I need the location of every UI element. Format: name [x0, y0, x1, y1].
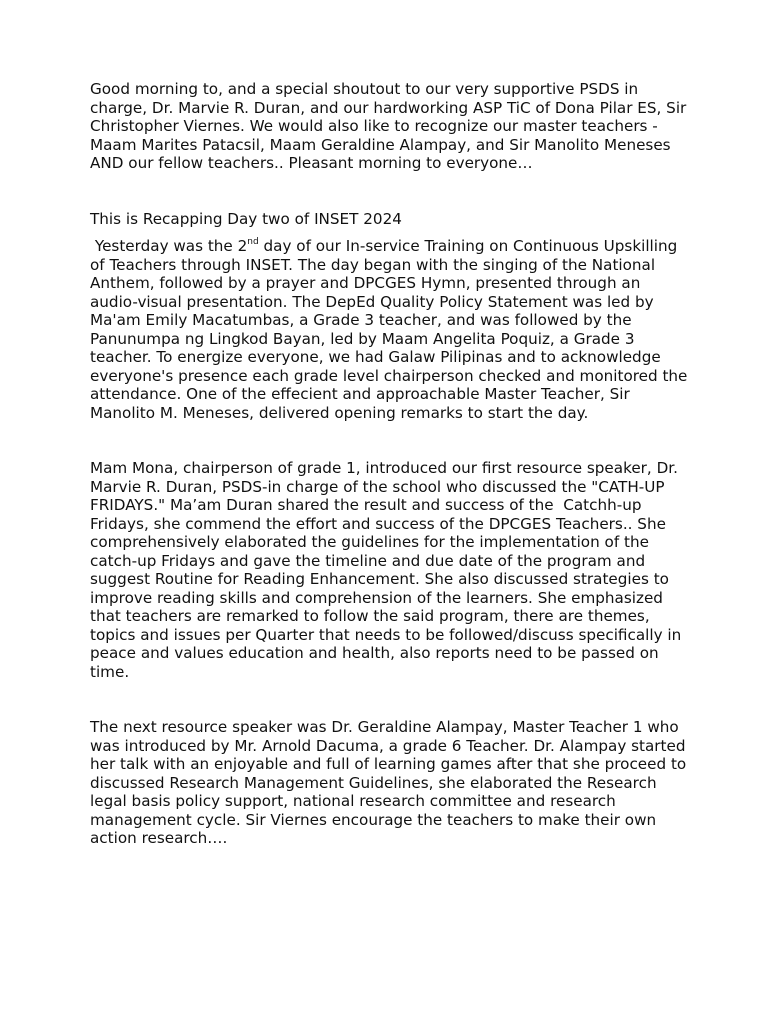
document-body — [90, 80, 696, 848]
paragraph-spacer — [90, 228, 690, 237]
day-recap-text-rest: day of our In-service Training on Continuous Upskilling of Teachers through INSET. The day began with the singing of the National Anthem, followed by a prayer and DPCGES Hymn, presented through an audio-visual presentation. The DepEd Quality Policy Statement was led by Ma'am Emily Macatumbas, a Grade 3 teacher, and was followed by the Panunumpa ng Lingkod Bayan, led by Maam Angelita Poquiz, a Grade 3 teacher. To energize everyone, we had Galaw Pilipinas and to acknowledge everyone's presence each grade level chairperson checked and monitored the attendance. One of the effecient and approachable Master Teacher, Sir Manolito M. Meneses, delivered opening remarks to start the day. — [90, 237, 693, 422]
second-speaker-paragraph: The next resource speaker was Dr. Geraldine Alampay, Master Teacher 1 who was introduced by Mr. Arnold Dacuma, a grade 6 Teacher. Dr. Alampay started her talk with an enjoyable and full of learning games after that she proceed to discussed Research Management Guidelines, she elaborated the Research legal basis policy support, national research committee and research management cycle. Sir Viernes encourage the teachers to make their own action research…. — [90, 718, 696, 847]
day-recap-paragraph — [90, 237, 693, 422]
ordinal-superscript: nd — [247, 237, 259, 247]
paragraph-spacer — [90, 422, 690, 459]
recap-heading: This is Recapping Day two of INSET 2024 — [90, 209, 402, 228]
greeting-paragraph: Good morning to, and a special shoutout to our very supportive PSDS in charge, Dr. Marvie R. Duran, and our hardworking ASP TiC of Dona Pilar ES, Sir Christopher Viernes. We would also like to recognize our master teachers - Maam Marites Patacsil, Maam Geraldine Alampay, and Sir Manolito Meneses AND our fellow teachers.. Pleasant morning to everyone… — [90, 80, 692, 172]
day-recap-text-start: Yesterday was the 2 — [90, 237, 248, 255]
paragraph-spacer — [90, 681, 690, 718]
first-speaker-paragraph: Mam Mona, chairperson of grade 1, introduced our first resource speaker, Dr. Marvie R. Duran, PSDS-in charge of the school who discussed the "CATH-UP FRIDAYS." Ma’am Duran shared the result and success of the Catchh-up Fridays, she commend the effort and success of the DPCGES Teachers.. She comprehensively elaborated the guidelines for the implementation of the catch-up Fridays and gave the timeline and due date of the program and suggest Routine for Reading Enhancement. She also discussed strategies to improve reading skills and comprehension of the learners. She emphasized that teachers are remarked to follow the said program, there are themes, topics and issues per Quarter that needs to be followed/discuss specifically in peace and values education and health, also reports need to be passed on time. — [90, 459, 687, 681]
paragraph-spacer — [90, 173, 690, 210]
